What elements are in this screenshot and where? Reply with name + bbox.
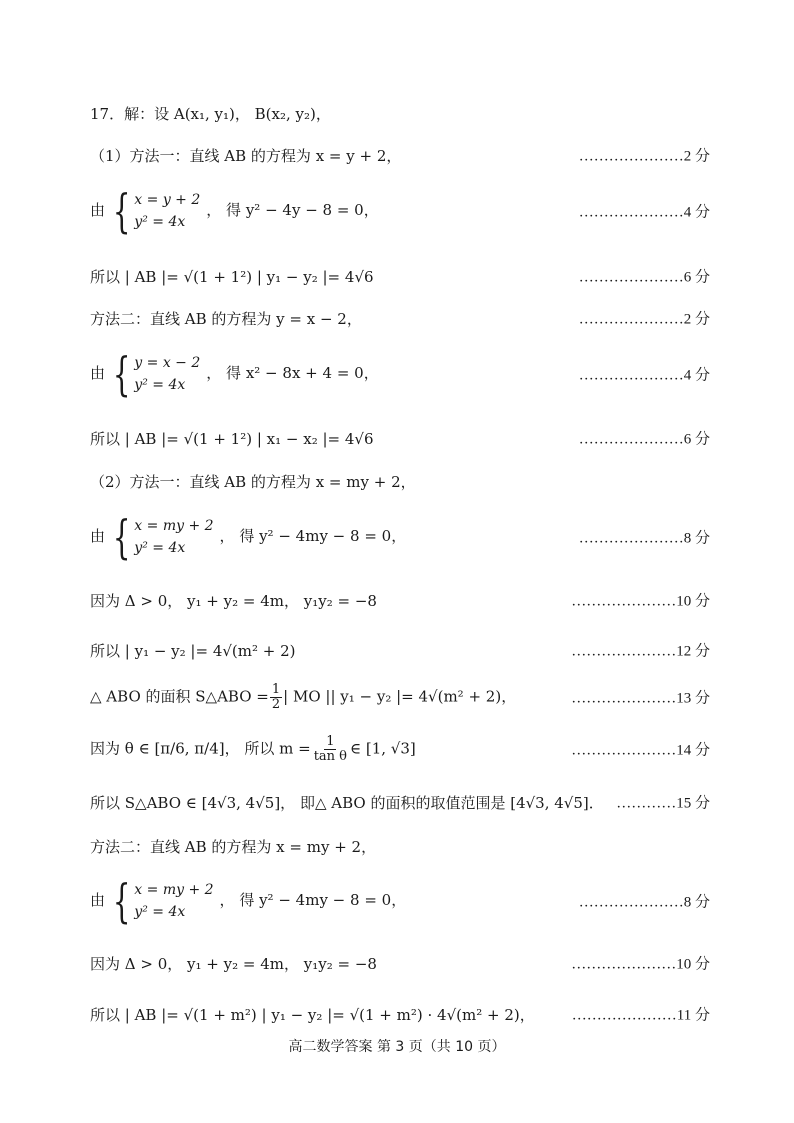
score-marker: …………………11 分 <box>571 1007 710 1024</box>
brace-symbol: { <box>112 347 131 401</box>
system-equations <box>134 189 200 233</box>
system-equations <box>134 879 213 923</box>
solution-line <box>90 586 710 614</box>
line-content: 方法二：直线 AB 的方程为 x = my + 2， <box>90 837 377 856</box>
solution-line <box>90 99 710 127</box>
score-marker: …………15 分 <box>616 795 710 812</box>
score-marker: …………………13 分 <box>571 690 710 707</box>
line-content: 所以 | AB |= √(1 + m²) | y₁ − y₂ |= √(1 + m²) · 4√(m² + 2)， <box>90 1005 535 1024</box>
system-equation: x = my + 2 <box>134 518 214 534</box>
suffix-text: ， 得 y² − 4y − 8 = 0， <box>206 201 379 219</box>
line-content: （1）方法一：直线 AB 的方程为 x = y + 2， <box>90 146 402 165</box>
score-marker: …………………14 分 <box>571 742 710 759</box>
solution-line <box>90 262 710 290</box>
prefix-text: 由 <box>90 527 106 545</box>
solution-line <box>90 424 710 452</box>
line-content: 所以 S△ABO ∈ [4√3, 4√5]， 即△ ABO 的面积的取值范围是 [4√3, 4√5]． <box>90 793 604 812</box>
solution-line <box>90 788 710 816</box>
score-marker: …………………12 分 <box>571 643 710 660</box>
brace-symbol: { <box>112 874 131 928</box>
equation-system <box>107 347 201 401</box>
line-content: 17．解：设 A(x₁, y₁)， B(x₂, y₂)， <box>90 104 331 123</box>
score-marker: …………………6 分 <box>578 431 710 448</box>
fraction-denominator: 2 <box>271 696 281 712</box>
line-content: 所以 | y₁ − y₂ |= 4√(m² + 2) <box>90 641 296 660</box>
page-footer: 高二数学答案 第 3 页（共 10 页） <box>288 1039 506 1055</box>
line-content <box>90 510 407 564</box>
line-content: 所以 | AB |= √(1 + 1²) | x₁ − x₂ |= 4√6 <box>90 429 374 448</box>
prefix-text: 由 <box>90 891 106 909</box>
solution-line <box>90 874 710 928</box>
solution-line <box>90 636 710 664</box>
line-content <box>90 735 416 764</box>
score-marker: …………………10 分 <box>571 593 710 610</box>
solution-line <box>90 832 710 860</box>
equation-system <box>107 510 214 564</box>
brace-symbol: { <box>112 510 131 564</box>
score-marker: …………………4 分 <box>578 204 710 221</box>
post-text: | MO || y₁ − y₂ |= 4√(m² + 2)， <box>283 687 517 705</box>
solution-line <box>90 1000 710 1028</box>
score-marker: …………………2 分 <box>578 311 710 328</box>
solution-line <box>90 467 710 495</box>
solution-line <box>90 184 710 238</box>
post-text: ∈ [1, √3] <box>350 739 416 757</box>
line-content <box>90 683 516 712</box>
suffix-text: ， 得 y² − 4my − 8 = 0， <box>219 891 407 909</box>
prefix-text: 由 <box>90 364 106 382</box>
solution-line <box>90 347 710 401</box>
system-equation: y = x − 2 <box>134 355 201 371</box>
line-content <box>90 184 379 238</box>
score-marker: …………………10 分 <box>571 956 710 973</box>
fraction-denominator: tan θ <box>313 748 347 764</box>
solution-line <box>90 510 710 564</box>
line-content: 方法二：直线 AB 的方程为 y = x − 2， <box>90 309 362 328</box>
solution-line <box>90 683 710 711</box>
pre-text: △ ABO 的面积 S△ABO = <box>90 687 269 705</box>
line-content: 因为 Δ > 0， y₁ + y₂ = 4m， y₁y₂ = −8 <box>90 954 377 973</box>
system-equation: y² = 4x <box>134 214 186 230</box>
solution-line <box>90 735 710 763</box>
score-marker: …………………2 分 <box>578 148 710 165</box>
prefix-text: 由 <box>90 201 106 219</box>
fraction <box>312 735 349 764</box>
system-equation: y² = 4x <box>134 540 186 556</box>
suffix-text: ， 得 y² − 4my − 8 = 0， <box>219 527 407 545</box>
system-equations <box>134 352 200 396</box>
line-content: 所以 | AB |= √(1 + 1²) | y₁ − y₂ |= 4√6 <box>90 267 374 286</box>
line-content <box>90 347 379 401</box>
fraction-numerator: 1 <box>326 733 335 749</box>
solution-line <box>90 141 710 169</box>
line-content: （2）方法一：直线 AB 的方程为 x = my + 2， <box>90 472 416 491</box>
system-equation: x = my + 2 <box>134 882 214 898</box>
system-equation: y² = 4x <box>134 904 186 920</box>
score-marker: …………………8 分 <box>578 894 710 911</box>
suffix-text: ， 得 x² − 8x + 4 = 0， <box>206 364 379 382</box>
pre-text: 因为 θ ∈ [π/6, π/4]， 所以 m = <box>90 739 311 757</box>
fraction <box>270 683 282 712</box>
line-content: 因为 Δ > 0， y₁ + y₂ = 4m， y₁y₂ = −8 <box>90 591 377 610</box>
score-marker: …………………4 分 <box>578 367 710 384</box>
equation-system <box>107 184 201 238</box>
score-marker: …………………6 分 <box>578 269 710 286</box>
system-equation: x = y + 2 <box>134 192 201 208</box>
solution-line <box>90 949 710 977</box>
system-equation: y² = 4x <box>134 377 186 393</box>
fraction-numerator: 1 <box>271 681 281 697</box>
line-content <box>90 874 407 928</box>
score-marker: …………………8 分 <box>578 530 710 547</box>
system-equations <box>134 515 213 559</box>
solution-line <box>90 304 710 332</box>
equation-system <box>107 874 214 928</box>
brace-symbol: { <box>112 184 131 238</box>
